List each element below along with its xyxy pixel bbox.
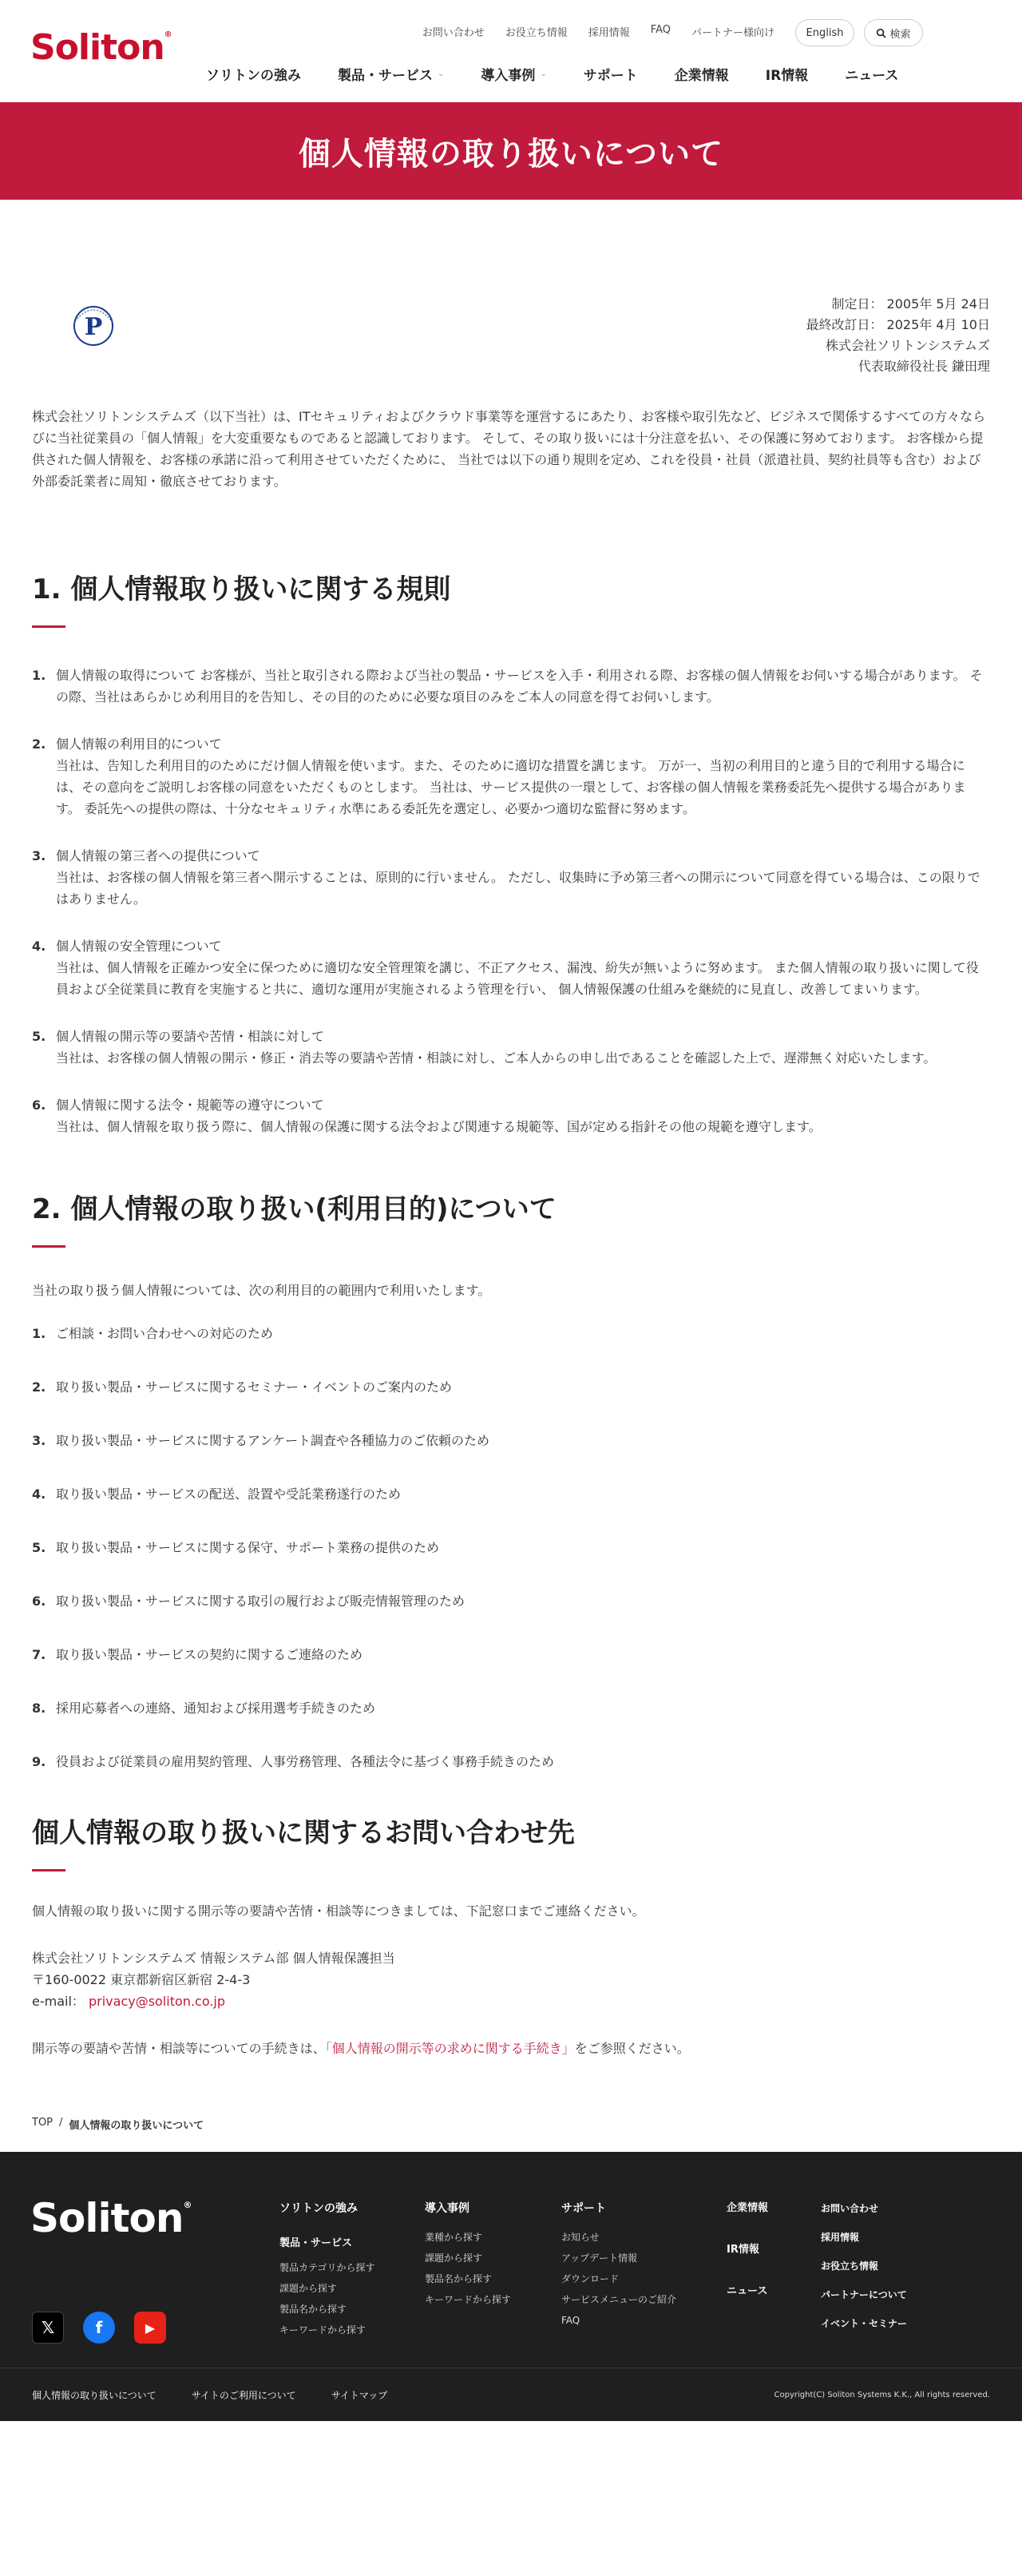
footer-link[interactable]: アップデート情報: [561, 2253, 638, 2264]
footer-link[interactable]: 製品カテゴリから探す: [279, 2262, 375, 2273]
section2-title: 2. 個人情報の取り扱い(利用目的)について: [32, 1193, 557, 1225]
nav-support[interactable]: サポート: [583, 68, 638, 84]
nav-case-studies[interactable]: 導入事例 ⌄: [481, 68, 547, 84]
purpose-item: 4. 取り扱い製品・サービスの配送、設置や受託業務遂行のため: [32, 1486, 402, 1502]
contact-details: [32, 1947, 990, 2012]
util-link-partners[interactable]: パートナー様向け: [691, 27, 774, 39]
search-button[interactable]: 検索: [864, 19, 923, 46]
rule-item: 1. 個人情報の取得について お客様が、当社と取引される際および当社の製品・サービスを入手・利用される際、お客様の個人情報をお伺いする場合があります。 その際、当社はあらかじめ利用目的を告知し、その目的のために必要な項目のみをご本人の同意を得てお伺いします。: [32, 668, 983, 705]
rule-item: 3. 個人情報の第三者への提供について 当社は、お客様の個人情報を第三者へ開示することは、原則的に行いません。 ただし、収集時に予め第三者への開示について同意を得ている場合は、この限りではありません。: [32, 848, 980, 907]
svg-text:P: P: [84, 313, 103, 341]
section-divider: [32, 1245, 65, 1248]
copyright: Copyright(C) Soliton Systems K.K., All rights reserved.: [774, 2390, 990, 2399]
footer-link[interactable]: ダウンロード: [561, 2273, 620, 2284]
util-link-careers[interactable]: 採用情報: [588, 27, 630, 39]
footer-link[interactable]: キーワードから探す: [425, 2294, 512, 2305]
purpose-item: 5. 取り扱い製品・サービスに関する保守、サポート業務の提供のため: [32, 1540, 440, 1555]
util-link-resources[interactable]: お役立ち情報: [505, 27, 568, 39]
breadcrumb-current: 個人情報の取り扱いについて: [69, 2120, 204, 2132]
english-button[interactable]: English: [795, 19, 854, 46]
breadcrumb-top[interactable]: TOP: [32, 2117, 53, 2129]
purposes-list: [32, 1324, 990, 1772]
page-hero: [0, 102, 1022, 200]
soliton-logo[interactable]: Soliton®: [30, 27, 172, 68]
chevron-down-icon: ⌄: [540, 69, 547, 78]
util-link-contact[interactable]: お問い合わせ: [422, 27, 485, 39]
footer-link[interactable]: キーワードから探す: [279, 2324, 366, 2336]
nav-ir[interactable]: IR情報: [765, 68, 809, 84]
rules-list: [32, 665, 990, 1137]
main-nav: [206, 64, 935, 84]
footer-privacy-link[interactable]: 個人情報の取り扱いについて: [32, 2389, 156, 2401]
footer-link-news[interactable]: ニュース: [727, 2285, 768, 2297]
purpose-item: 1. ご相談・お問い合わせへの対応のため: [32, 1326, 274, 1341]
nav-products[interactable]: 製品・サービス ⌄: [338, 68, 445, 84]
footer-link-resources[interactable]: お役立ち情報: [821, 2260, 879, 2272]
section-divider: [32, 625, 65, 628]
rule-item: 2. 個人情報の利用目的について 当社は、告知した利用目的のためにだけ個人情報を使います。また、そのために適切な措置を講じます。 万が一、当初の利用目的と違う目的で利用する場合には、その意向をご説明しお客様の同意をいただくものとします。 当社は、サービス提供の一環として、お客様の個人情報を業務委託先へ提供する場合があります。 委託先への提供の際は、十分なセキュリティ水準にある委託先を選定し、必要かつ適切な監督に努めます。: [32, 736, 966, 816]
footer-bottom-bar: [0, 2368, 1022, 2421]
purpose-item: 7. 取り扱い製品・サービスの契約に関するご連絡のため: [32, 1647, 363, 1662]
footer-link-contact[interactable]: お問い合わせ: [821, 2203, 879, 2214]
footer-link[interactable]: 製品名から探す: [425, 2273, 493, 2284]
search-icon: [876, 28, 886, 38]
footer-link-careers[interactable]: 採用情報: [821, 2232, 860, 2243]
procedure-note: 開示等の要請や苦情・相談等についての手続きは、「個人情報の開示等の求めに関する手続き」をご参照ください。: [32, 2041, 690, 2056]
purpose-item: 8. 採用応募者への連絡、通知および採用選考手続きのため: [32, 1701, 376, 1716]
footer-col-cases: [425, 2198, 511, 2310]
footer-col-company: [727, 2198, 768, 2308]
facebook-icon[interactable]: f: [83, 2312, 115, 2344]
footer-link-cases[interactable]: 導入事例: [425, 2202, 469, 2215]
nav-strengths[interactable]: ソリトンの強み: [206, 68, 301, 84]
footer-col-support: [561, 2198, 676, 2331]
footer-logo[interactable]: Soliton®: [30, 2195, 192, 2241]
footer-link-events[interactable]: イベント・セミナー: [821, 2318, 908, 2329]
page-title: 個人情報の取り扱いについて: [298, 135, 724, 173]
section1-title: 1. 個人情報取り扱いに関する規則: [32, 574, 451, 605]
purpose-item: 6. 取り扱い製品・サービスに関する取引の履行および販売情報管理のため: [32, 1594, 465, 1609]
main-content: [0, 200, 1022, 2152]
footer-link[interactable]: 課題から探す: [279, 2283, 338, 2294]
footer-col-misc: [821, 2198, 907, 2342]
section3-title: 個人情報の取り扱いに関するお問い合わせ先: [32, 1817, 575, 1849]
disclosure-procedure-link[interactable]: 「個人情報の開示等の求めに関する手続き」: [325, 2041, 575, 2056]
privacy-email-link[interactable]: privacy@soliton.co.jp: [89, 1994, 226, 2009]
social-links: [32, 2312, 166, 2344]
established-date: 制定日： 2005年 5月 24日: [831, 296, 990, 312]
nav-company[interactable]: 企業情報: [674, 68, 729, 84]
revised-date: 最終改訂日： 2025年 4月 10日: [806, 317, 990, 332]
footer-link[interactable]: 製品名から探す: [279, 2304, 347, 2315]
contact-lead: 個人情報の取り扱いに関する開示等の要請や苦情・相談等につきましては、下記窓口までご連絡ください。: [32, 1903, 645, 1919]
footer-link[interactable]: FAQ: [561, 2315, 580, 2326]
intro-text: 株式会社ソリトンシステムズ（以下当社）は、ITセキュリティおよびクラウド事業等を運営するにあたり、お客様や取引先など、ビジネスで関係するすべての方々ならびに当社従業員の「個人情報」を大変重要なものであると認識しております。 そして、その取り扱いには十分注意を払い、その保護に努めております。 お客様から提供された個人情報を、お客様の承諾に沿って利用させていただくために、 当社では以下の通り規則を定め、これを役員・社員（派遣社員、契約社員等も含む）および外部委託業者に周知・徹底させております。: [32, 409, 986, 489]
youtube-icon[interactable]: ▶: [134, 2312, 166, 2344]
footer-link[interactable]: 課題から探す: [425, 2253, 483, 2264]
utility-nav: [422, 24, 774, 39]
contact-dept: 株式会社ソリトンシステムズ 情報システム部 個人情報保護担当: [32, 1951, 395, 1966]
footer-link[interactable]: 業種から探す: [425, 2232, 483, 2243]
footer-link-support[interactable]: サポート: [561, 2202, 606, 2215]
footer-link[interactable]: お知らせ: [561, 2232, 600, 2243]
footer-link[interactable]: サービスメニューのご紹介: [561, 2294, 677, 2305]
footer-bottom-links: [32, 2388, 387, 2402]
privacy-mark-logo: [67, 297, 120, 350]
footer-col-products: [279, 2198, 375, 2340]
purpose-item: 9. 役員および従業員の雇用契約管理、人事労務管理、各種法令に基づく事務手続きのため: [32, 1754, 555, 1769]
rule-item: 4. 個人情報の安全管理について 当社は、個人情報を正確かつ安全に保つために適切な安全管理策を講じ、不正アクセス、漏洩、紛失が無いように努めます。 また個人情報の取り扱いに関して役員および全従業員に教育を実施すると共に、適切な運用が実施されるよう管理を行い、 個人情報保護の仕組みを継続的に見直し、改善してまいります。: [32, 939, 979, 997]
contact-email-row: e-mail： privacy@soliton.co.jp: [32, 1994, 226, 2009]
util-link-faq[interactable]: FAQ: [650, 24, 671, 36]
representative: 代表取締役社長 鎌田理: [858, 359, 990, 374]
rule-item: 6. 個人情報に関する法令・規範等の遵守について 当社は、個人情報を取り扱う際に、個人情報の保護に関する法令および関連する規範等、国が定める指針その他の規範を遵守します。: [32, 1097, 822, 1134]
footer-link-ir[interactable]: IR情報: [727, 2244, 759, 2256]
footer-link-strengths[interactable]: ソリトンの強み: [279, 2202, 358, 2215]
site-header: [0, 0, 1022, 102]
document-dates: [806, 294, 990, 377]
purpose-item: 3. 取り扱い製品・サービスに関するアンケート調査や各種協力のご依頼のため: [32, 1433, 490, 1448]
section-divider: [32, 1869, 65, 1871]
purposes-lead: 当社の取り扱う個人情報については、次の利用目的の範囲内で利用いたします。: [32, 1283, 491, 1298]
footer-terms-link[interactable]: サイトのご利用について: [191, 2389, 296, 2401]
chevron-down-icon: ⌄: [438, 69, 445, 78]
footer-link-company[interactable]: 企業情報: [727, 2202, 769, 2214]
x-twitter-icon[interactable]: 𝕏: [32, 2312, 64, 2344]
contact-address: 〒160-0022 東京都新宿区新宿 2-4-3: [32, 1972, 251, 1987]
nav-news[interactable]: ニュース: [845, 68, 899, 84]
purpose-item: 2. 取り扱い製品・サービスに関するセミナー・イベントのご案内のため: [32, 1379, 453, 1395]
footer-link-partners[interactable]: パートナーについて: [821, 2289, 907, 2300]
company-name: 株式会社ソリトンシステムズ: [825, 338, 990, 353]
site-footer: [0, 2152, 1022, 2368]
intro-meta: [32, 200, 990, 391]
footer-sitemap-link[interactable]: サイトマップ: [331, 2389, 388, 2401]
rule-item: 5. 個人情報の開示等の要請や苦情・相談に対して 当社は、お客様の個人情報の開示・修正・消去等の要請や苦情・相談に対し、ご本人からの申し出であることを確認した上で、遅滞無く対応いたします。: [32, 1029, 937, 1066]
footer-link-products[interactable]: 製品・サービス: [279, 2237, 353, 2249]
breadcrumb: TOP / 個人情報の取り扱いについて: [32, 2117, 990, 2152]
